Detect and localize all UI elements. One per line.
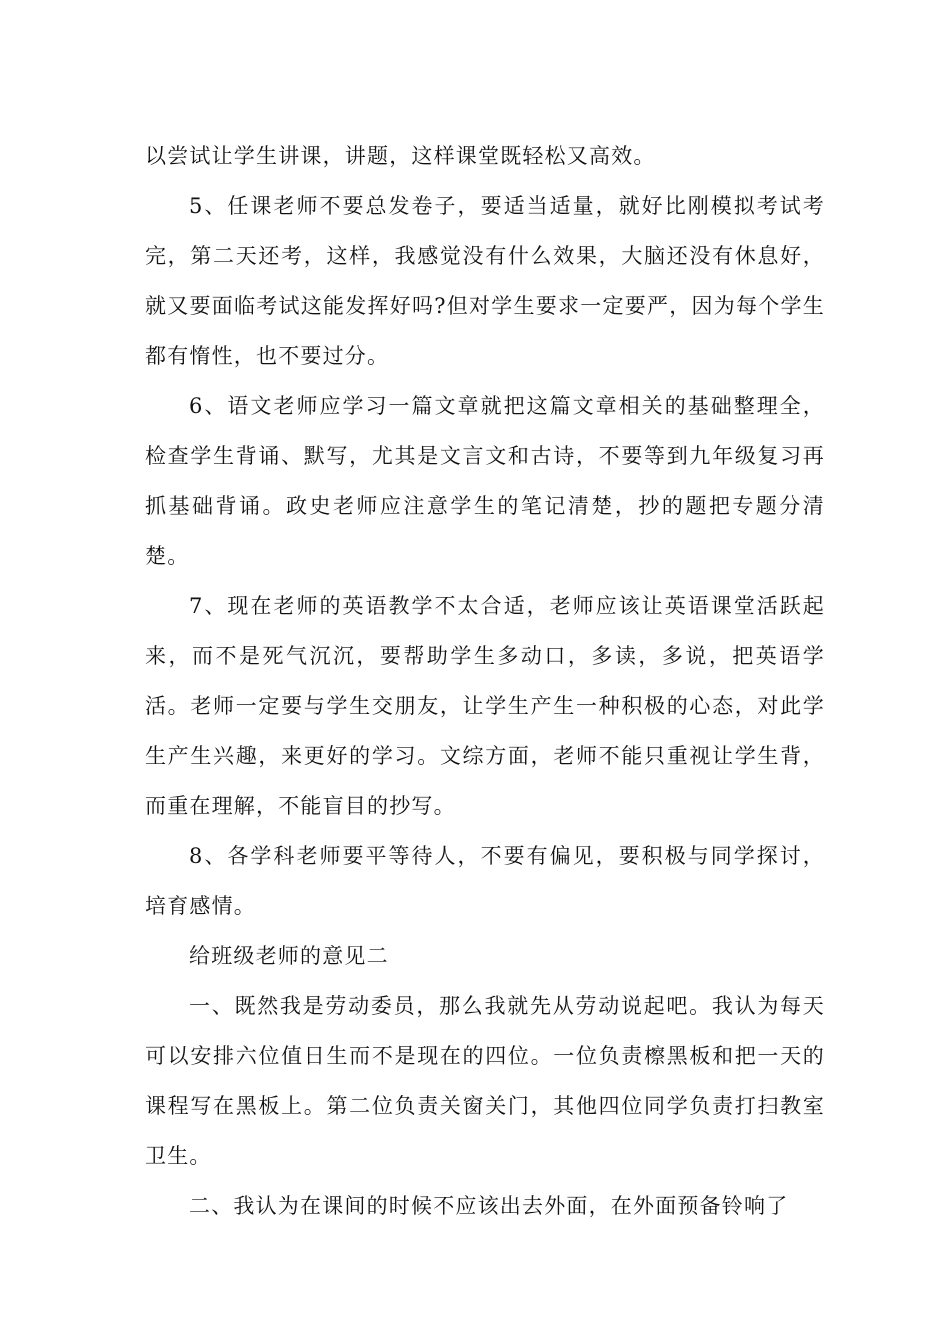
paragraph-3: 6、语文老师应学习一篇文章就把这篇文章相关的基础整理全，检查学生背诵、默写，尤其是文言文和古诗，不要等到九年级复习再抓基础背诵。政史老师应注意学生的笔记清楚，抄的题把专题分清楚。 <box>145 394 825 568</box>
paragraph-4: 7、现在老师的英语教学不太合适，老师应该让英语课堂活跃起来，而不是死气沉沉，要帮助学生多动口，多读，多说，把英语学活。老师一定要与学生交朋友，让学生产生一种积极的心态，对此学生产生兴趣，来更好的学习。文综方面，老师不能只重视让学生背，而重在理解，不能盲目的抄写。 <box>145 594 825 818</box>
paragraph-6: 一、既然我是劳动委员，那么我就先从劳动说起吧。我认为每天可以安排六位值日生而不是现在的四位。一位负责檫黑板和把一天的课程写在黑板上。第二位负责关窗关门，其他四位同学负责打扫教室卫生。 <box>145 994 825 1168</box>
document-body <box>145 131 825 1231</box>
paragraph-1: 以尝试让学生讲课，讲题，这样课堂既轻松又高效。 <box>145 144 656 168</box>
paragraph-5: 8、各学科老师要平等待人，不要有偏见，要积极与同学探讨，培育感情。 <box>145 844 825 918</box>
section-heading: 给班级老师的意见二 <box>189 944 389 968</box>
paragraph-2: 5、任课老师不要总发卷子，要适当适量，就好比刚模拟考试考完，第二天还考，这样，我感觉没有什么效果，大脑还没有休息好，就又要面临考试这能发挥好吗?但对学生要求一定要严，因为每个学生都有惰性，也不要过分。 <box>145 194 825 368</box>
paragraph-7: 二、我认为在课间的时候不应该出去外面，在外面预备铃响了 <box>189 1194 789 1218</box>
